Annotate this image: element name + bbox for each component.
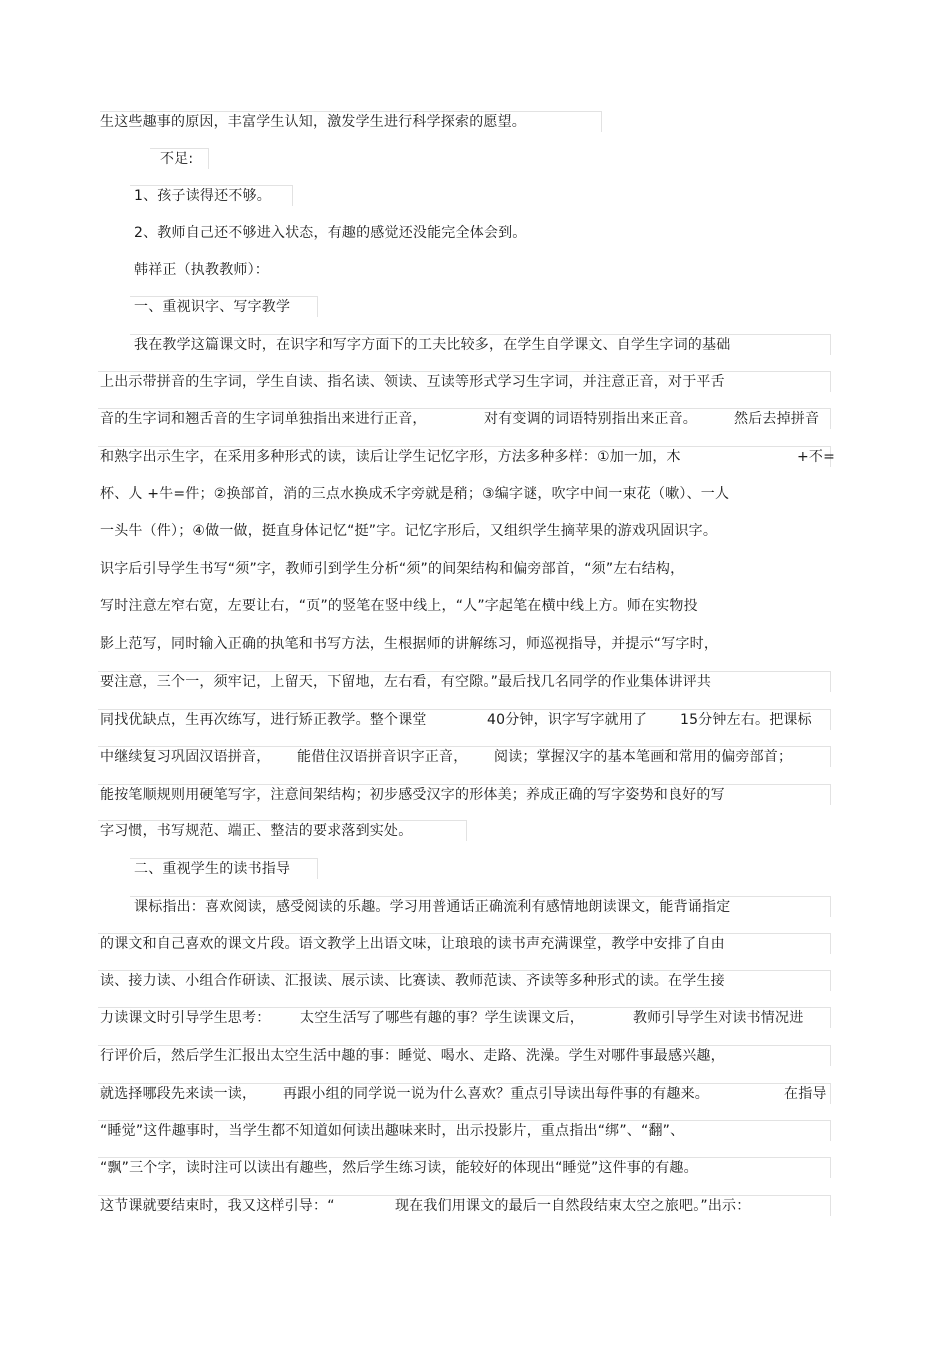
text-segment: 这节课就要结束时，我又这样引导：“ xyxy=(100,1198,335,1214)
text-line: 能按笔顺规则用硬笔写字，注意间架结构；初步感受汉字的形体美；养成正确的写字姿势和良好的写 xyxy=(100,787,725,803)
text-segment: 现在我们用课文的最后一自然段结束太空之旅吧。”出示： xyxy=(395,1198,751,1214)
text-segment: 阅读；掌握汉字的基本笔画和常用的偏旁部首； xyxy=(494,749,793,765)
text-segment: 中继续复习巩固汉语拼音， xyxy=(100,749,271,765)
text-line: 影上范写，同时输入正确的执笔和书写方法，生根据师的讲解练习，师巡视指导，并提示“写字时， xyxy=(100,636,719,652)
text-line: 一头牛（件）；④做一做，挺直身体记忆“挺”字。记忆字形后，又组织学生摘苹果的游戏巩固识字。 xyxy=(100,523,718,539)
text-line: 课标指出：喜欢阅读，感受阅读的乐趣。学习用普通话正确流利有感情地朗读课文，能背诵指定 xyxy=(134,899,731,915)
text-line: 不足: xyxy=(160,151,194,167)
text-line: 韩祥正（执教教师）： xyxy=(134,262,269,278)
text-segment: 教师引导学生对读书情况进 xyxy=(633,1010,804,1026)
text-segment: 15分钟左右。把课标 xyxy=(680,712,812,728)
text-segment: 音的生字词和翘舌音的生字词单独指出来进行正音， xyxy=(100,411,427,427)
text-line: 写时注意左窄右宽，左要让右，“页”的竖笔在竖中线上，“人”字起笔在横中线上方。师在实物投 xyxy=(100,598,698,614)
text-segment: 就选择哪段先来读一读， xyxy=(100,1086,257,1102)
text-segment: 再跟小组的同学说一说为什么喜欢？重点引导读出每件事的有趣来。 xyxy=(283,1086,709,1102)
text-line: 识字后引导学生书写“须”字，教师引到学生分析“须”的间架结构和偏旁部首，“须”左右结构， xyxy=(100,561,685,577)
text-line: 的课文和自己喜欢的课文片段。语文教学上出语文味，让琅琅的读书声充满课堂，教学中安排了自由 xyxy=(100,936,725,952)
text-line: “飘”三个字，读时注可以读出有趣些，然后学生练习读，能较好的体现出“睡觉”这件事的有趣。 xyxy=(100,1160,698,1176)
text-segment: 在指导 xyxy=(784,1086,827,1102)
text-line: 2、教师自己还不够进入状态，有趣的感觉还没能完全体会到。 xyxy=(134,225,527,241)
text-segment: +不= xyxy=(797,449,836,465)
text-line: “睡觉”这件趣事时，当学生都不知道如何读出趣味来时，出示投影片，重点指出“绑”、“翻”、 xyxy=(100,1123,685,1139)
text-line: 生这些趣事的原因，丰富学生认知，激发学生进行科学探索的愿望。 xyxy=(100,114,526,130)
text-line: 上出示带拼音的生字词，学生自读、指名读、领读、互读等形式学习生字词，并注意正音，对于平舌 xyxy=(100,374,725,390)
text-line: 我在教学这篇课文时，在识字和写字方面下的工夫比较多，在学生自学课文、自学生字词的基础 xyxy=(134,337,731,353)
text-segment: 对有变调的词语特别指出来正音。 xyxy=(484,411,697,427)
text-line: 要注意，三个一，须牢记，上留天，下留地，左右看，有空隙。”最后找几名同学的作业集体讲评共 xyxy=(100,674,712,690)
text-line: 读、接力读、小组合作研读、汇报读、展示读、比赛读、教师范读、齐读等多种形式的读。在学生接 xyxy=(100,973,725,989)
text-segment: 力读课文时引导学生思考： xyxy=(100,1010,271,1026)
text-segment: 能借住汉语拼音识字正音， xyxy=(297,749,468,765)
text-segment: 然后去掉拼音 xyxy=(734,411,820,427)
text-segment: 和熟字出示生字，在采用多种形式的读，读后让学生记忆字形，方法多种多样：①加一加，木 xyxy=(100,449,681,465)
text-segment: 同找优缺点，生再次练写，进行矫正教学。整个课堂 xyxy=(100,712,427,728)
text-segment: 40分钟，识字写字就用了 xyxy=(487,712,648,728)
text-segment: 太空生活写了哪些有趣的事？学生读课文后， xyxy=(300,1010,584,1026)
section-heading: 二、重视学生的读书指导 xyxy=(134,861,291,877)
section-heading: 一、重视识字、写字教学 xyxy=(134,299,291,315)
text-line: 字习惯，书写规范、端正、整洁的要求落到实处。 xyxy=(100,823,413,839)
text-line: 行评价后，然后学生汇报出太空生活中趣的事：睡觉、喝水、走路、洗澡。学生对哪件事最感兴趣， xyxy=(100,1048,725,1064)
text-line: 杯、人 +牛=件；②换部首，消的三点水换成禾字旁就是稍；③编字谜，吹字中间一束花（嗽）、一人 xyxy=(100,486,730,502)
text-line: 1、孩子读得还不够。 xyxy=(134,188,271,204)
